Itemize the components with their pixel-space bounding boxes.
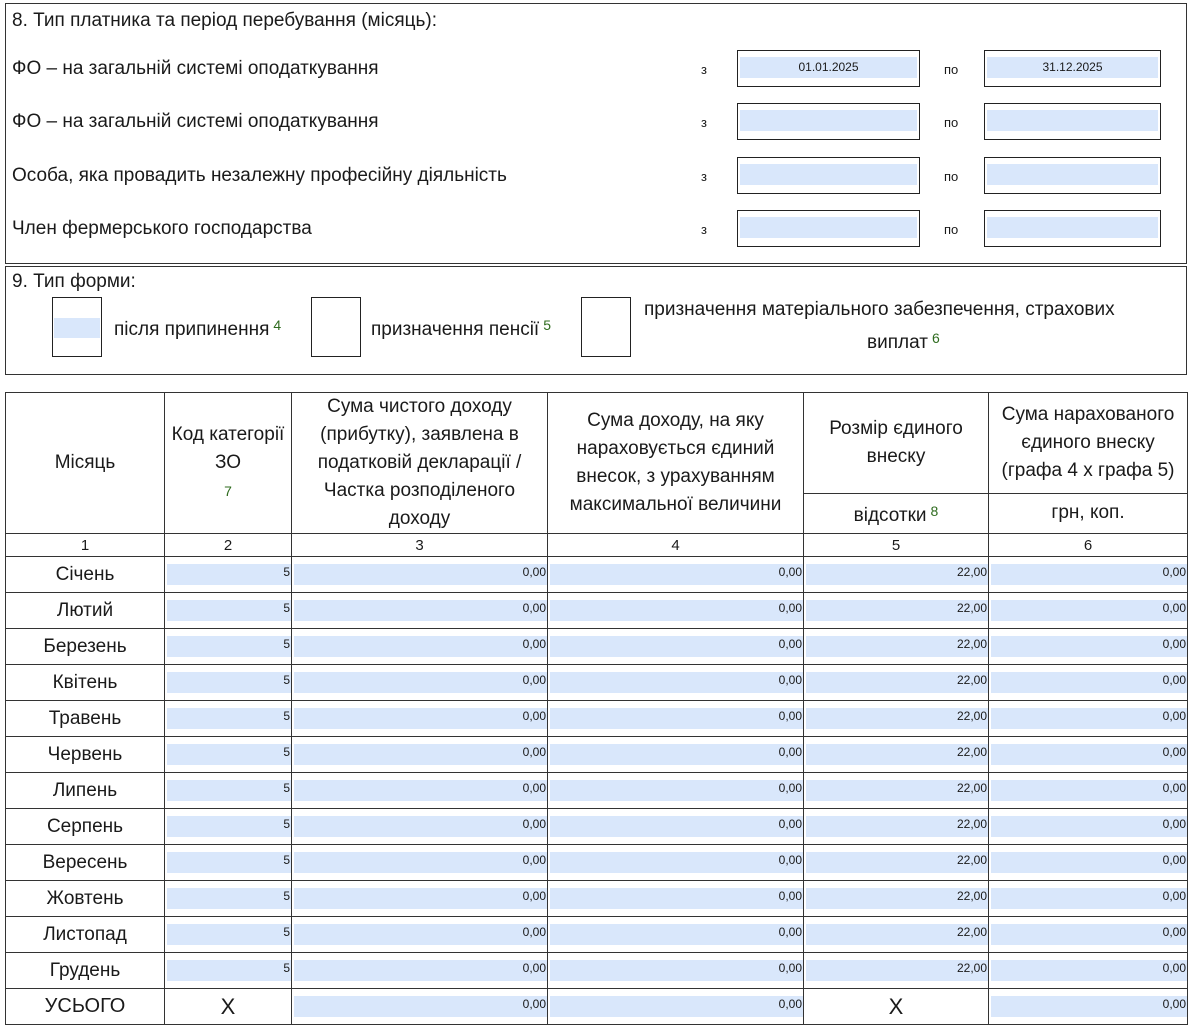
income-base-field[interactable]: 0,00 <box>548 737 804 773</box>
month-name: Лютий <box>6 593 165 629</box>
accrued-field[interactable]: 0,00 <box>989 773 1188 809</box>
column-number: 3 <box>292 534 548 557</box>
income-base-field[interactable]: 0,00 <box>548 701 804 737</box>
accrued-field[interactable]: 0,00 <box>989 593 1188 629</box>
table-row <box>6 881 1188 917</box>
net-income-field[interactable]: 0,00 <box>292 809 548 845</box>
table-row <box>6 953 1188 989</box>
column-number: 5 <box>804 534 989 557</box>
table-row <box>6 701 1188 737</box>
period-from-field[interactable] <box>737 103 920 140</box>
accrued-field[interactable]: 0,00 <box>989 881 1188 917</box>
pension-label: призначення пенсії $^5$ <box>371 317 551 340</box>
rate-field[interactable]: 22,00 <box>804 593 989 629</box>
header-accrued: Сума нарахованого єдиного внеску (графа 4 х графа 5) <box>989 393 1188 494</box>
to-label: по <box>944 222 959 237</box>
column-number: 1 <box>6 534 165 557</box>
net-income-field[interactable]: 0,00 <box>292 953 548 989</box>
category-code-field[interactable]: 5 <box>165 845 292 881</box>
period-row <box>6 103 1186 143</box>
net-income-field[interactable]: 0,00 <box>292 881 548 917</box>
payer-type-section <box>5 3 1187 264</box>
period-row-label: Особа, яка провадить незалежну професійну діяльність <box>12 165 507 186</box>
net-income-field[interactable]: 0,00 <box>292 737 548 773</box>
period-row-label: ФО – на загальній системі оподаткування <box>12 58 379 79</box>
total-label: УСЬОГО <box>6 989 165 1025</box>
income-base-field[interactable]: 0,00 <box>548 917 804 953</box>
accrued-field[interactable]: 0,00 <box>989 809 1188 845</box>
period-from-field[interactable] <box>737 157 920 194</box>
income-base-field[interactable]: 0,00 <box>548 953 804 989</box>
column-number: 6 <box>989 534 1188 557</box>
form-type-section <box>5 266 1187 375</box>
accrued-field[interactable]: 0,00 <box>989 917 1188 953</box>
header-rate: Розмір єдиного внеску <box>804 393 989 494</box>
to-label: по <box>944 169 959 184</box>
table-row <box>6 665 1188 701</box>
table-row <box>6 629 1188 665</box>
period-row-label: ФО – на загальній системі оподаткування <box>12 111 379 132</box>
table-row <box>6 917 1188 953</box>
category-code-field[interactable]: 5 <box>165 881 292 917</box>
table-row <box>6 557 1188 593</box>
income-base-field[interactable]: 0,00 <box>548 773 804 809</box>
category-code-field[interactable]: 5 <box>165 737 292 773</box>
month-name: Серпень <box>6 809 165 845</box>
after-termination-checkbox[interactable] <box>52 297 102 357</box>
footnote-8: 8 <box>930 502 939 519</box>
month-name: Січень <box>6 557 165 593</box>
month-name: Вересень <box>6 845 165 881</box>
table-row <box>6 809 1188 845</box>
month-name: Листопад <box>6 917 165 953</box>
net-income-field[interactable]: 0,00 <box>292 845 548 881</box>
category-code-field[interactable]: 5 <box>165 593 292 629</box>
period-row <box>6 50 1186 90</box>
from-label: з <box>701 169 707 184</box>
period-row <box>6 210 1186 250</box>
period-to-field[interactable] <box>984 103 1161 140</box>
header-net-income: Сума чистого доходу (прибутку), заявлена в податковій декларації / Частка розподіленого доходу <box>292 393 548 534</box>
section-8-title: 8. Тип платника та період перебування (місяць): <box>12 10 438 31</box>
period-row <box>6 157 1186 197</box>
rate-field[interactable]: 22,00 <box>804 845 989 881</box>
category-code-field[interactable]: 5 <box>165 809 292 845</box>
rate-field[interactable]: 22,00 <box>804 881 989 917</box>
material-support-checkbox[interactable] <box>581 297 631 357</box>
accrued-field[interactable]: 0,00 <box>989 701 1188 737</box>
month-name: Березень <box>6 629 165 665</box>
period-from-value: 01.01.2025 <box>798 60 859 74</box>
header-income-base: Сума доходу, на яку нараховується єдиний внесок, з урахуванням максимальної величини <box>548 393 804 534</box>
period-to-field[interactable] <box>984 210 1161 247</box>
category-code-field[interactable]: 5 <box>165 953 292 989</box>
rate-field[interactable]: 22,00 <box>804 665 989 701</box>
rate-field[interactable]: 22,00 <box>804 809 989 845</box>
contributions-table <box>5 392 1188 1025</box>
income-base-field[interactable]: 0,00 <box>548 809 804 845</box>
category-code-field[interactable]: 5 <box>165 701 292 737</box>
net-income-field[interactable]: 0,00 <box>292 557 548 593</box>
material-support-label-line2: виплат $^6$ <box>867 330 940 353</box>
total-net-income[interactable]: 0,00 <box>292 989 548 1025</box>
month-name: Червень <box>6 737 165 773</box>
total-accrued[interactable]: 0,00 <box>989 989 1188 1025</box>
to-label: по <box>944 115 959 130</box>
accrued-field[interactable]: 0,00 <box>989 737 1188 773</box>
category-code-field[interactable]: 5 <box>165 773 292 809</box>
header-code: Код категорії ЗО 7 <box>165 393 292 534</box>
total-rate-x: X <box>804 989 989 1025</box>
table-row <box>6 593 1188 629</box>
rate-field[interactable]: 22,00 <box>804 737 989 773</box>
footnote-7: 7 <box>224 483 232 499</box>
rate-field[interactable]: 22,00 <box>804 629 989 665</box>
period-row-label: Член фермерського господарства <box>12 218 312 239</box>
from-label: з <box>701 115 707 130</box>
from-label: з <box>701 222 707 237</box>
category-code-field[interactable]: 5 <box>165 665 292 701</box>
rate-field[interactable]: 22,00 <box>804 701 989 737</box>
net-income-field[interactable]: 0,00 <box>292 665 548 701</box>
pension-checkbox[interactable] <box>311 297 361 357</box>
footnote-4: 4 <box>273 317 282 333</box>
footnote-6: 6 <box>931 330 940 346</box>
rate-field[interactable]: 22,00 <box>804 557 989 593</box>
category-code-field[interactable]: 5 <box>165 917 292 953</box>
accrued-field[interactable]: 0,00 <box>989 665 1188 701</box>
footnote-5: 5 <box>543 317 551 333</box>
period-to-field[interactable] <box>984 157 1161 194</box>
period-to-value: 31.12.2025 <box>1042 60 1103 74</box>
material-support-label-line1: призначення матеріального забезпечення, страхових <box>644 299 1115 320</box>
after-termination-label: після припинення $^4$ <box>114 317 282 340</box>
month-name: Липень <box>6 773 165 809</box>
accrued-field[interactable]: 0,00 <box>989 845 1188 881</box>
accrued-field[interactable]: 0,00 <box>989 629 1188 665</box>
net-income-field[interactable]: 0,00 <box>292 773 548 809</box>
column-number: 2 <box>165 534 292 557</box>
month-name: Квітень <box>6 665 165 701</box>
net-income-field[interactable]: 0,00 <box>292 701 548 737</box>
accrued-field[interactable]: 0,00 <box>989 953 1188 989</box>
income-base-field[interactable]: 0,00 <box>548 629 804 665</box>
accrued-field[interactable]: 0,00 <box>989 557 1188 593</box>
income-base-field[interactable]: 0,00 <box>548 557 804 593</box>
from-label: з <box>701 62 707 77</box>
column-number: 4 <box>548 534 804 557</box>
month-rows <box>6 557 1188 989</box>
income-base-field[interactable]: 0,00 <box>548 593 804 629</box>
income-base-field[interactable]: 0,00 <box>548 881 804 917</box>
month-name: Грудень <box>6 953 165 989</box>
income-base-field[interactable]: 0,00 <box>548 845 804 881</box>
total-code-x: X <box>165 989 292 1025</box>
header-rate-unit: відсотки $^8$ <box>804 493 989 533</box>
table-row <box>6 845 1188 881</box>
to-label: по <box>944 62 959 77</box>
rate-field[interactable]: 22,00 <box>804 773 989 809</box>
month-name: Травень <box>6 701 165 737</box>
category-code-field[interactable]: 5 <box>165 629 292 665</box>
category-code-field[interactable]: 5 <box>165 557 292 593</box>
table-row <box>6 773 1188 809</box>
net-income-field[interactable]: 0,00 <box>292 629 548 665</box>
income-base-field[interactable]: 0,00 <box>548 665 804 701</box>
period-from-field[interactable] <box>737 50 920 87</box>
table-row <box>6 737 1188 773</box>
net-income-field[interactable]: 0,00 <box>292 917 548 953</box>
net-income-field[interactable]: 0,00 <box>292 593 548 629</box>
period-from-field[interactable] <box>737 210 920 247</box>
rate-field[interactable]: 22,00 <box>804 953 989 989</box>
period-to-field[interactable] <box>984 50 1161 87</box>
month-name: Жовтень <box>6 881 165 917</box>
header-accrued-unit: грн, коп. <box>989 493 1188 533</box>
rate-field[interactable]: 22,00 <box>804 917 989 953</box>
header-month: Місяць <box>6 393 165 534</box>
total-income-base[interactable]: 0,00 <box>548 989 804 1025</box>
section-9-title: 9. Тип форми: <box>12 271 136 292</box>
